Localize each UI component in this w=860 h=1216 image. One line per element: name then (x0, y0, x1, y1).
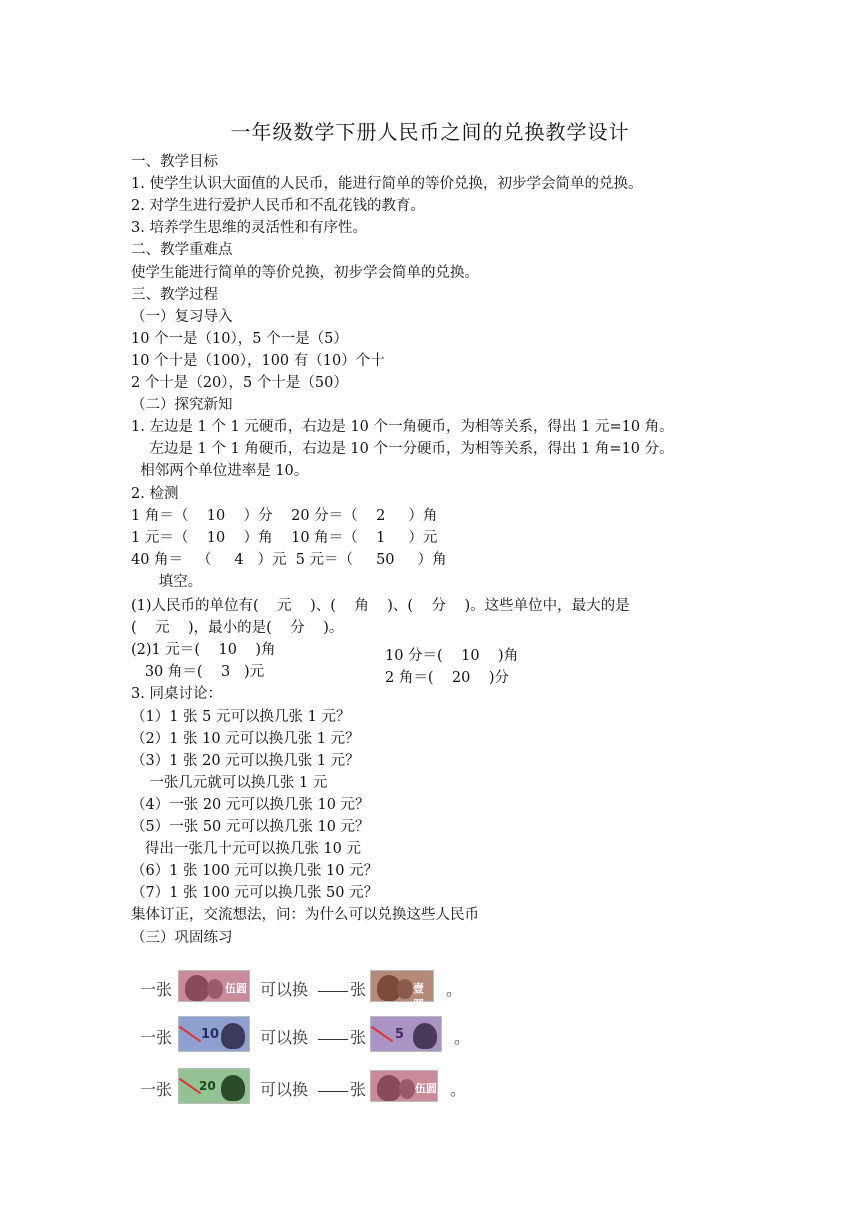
body-line: 30 角＝( 3 )元 (131, 664, 265, 681)
portrait-icon (399, 1079, 415, 1099)
document-title: 一年级数学下册人民币之间的兑换教学设计 (230, 120, 630, 144)
body-line: 2. 检测 (131, 485, 179, 502)
body-line: 得出一张几十元可以换几张 10 元 (131, 841, 361, 858)
body-line: 一张几元就可以换几张 1 元 (131, 774, 328, 791)
portrait-icon (377, 1075, 401, 1101)
body-line: 使学生能进行简单的等价兑换，初步学会简单的兑换。 (131, 264, 479, 281)
body-line: 集体订正，交流想法，问：为什么可以兑换这些人民币 (131, 907, 479, 924)
portrait-icon (207, 979, 223, 999)
exercise-one-label: 一张 (140, 980, 173, 999)
note-10-yuan (178, 1016, 250, 1052)
note-5-yuan (370, 1016, 442, 1052)
body-line: （6）1 张 100 元可以换几张 10 元？ (131, 863, 379, 880)
body-line: 3. 培养学生思维的灵活性和有序性。 (131, 220, 367, 237)
note-denomination: 20 (199, 1079, 216, 1093)
exercise-can-label: 可以换 (260, 1028, 309, 1047)
note-denomination: 5 (395, 1027, 405, 1042)
body-line: 1 元＝（ 10 ）角 10 角＝（ 1 ）元 (131, 529, 438, 546)
exercise-can-label: 可以换 (260, 980, 309, 999)
body-line: 10 个十是（100），100 有（10）个十 (131, 352, 385, 369)
answer-blank[interactable] (318, 1025, 348, 1040)
body-line: （1）1 张 5 元可以换几张 1 元？ (131, 708, 351, 725)
body-line: （5）一张 50 元可以换几张 10 元？ (131, 819, 370, 835)
exercise-one-label: 一张 (140, 1028, 173, 1047)
exercise-one-label: 一张 (140, 1080, 173, 1099)
note-5-yuan (370, 1070, 438, 1102)
answer-blank[interactable] (318, 1077, 348, 1092)
body-line: 1 角＝（ 10 ）分 20 分＝（ 2 ）角 (131, 507, 438, 524)
exercise-end-mark: 。 (446, 980, 463, 999)
note-denomination: 壹圆 (413, 982, 424, 1011)
red-mark-icon (179, 1026, 201, 1043)
exercise-unit-label: 张 (350, 1028, 367, 1047)
body-line: 1. 使学生认识大面值的人民币，能进行简单的等价兑换，初步学会简单的兑换。 (131, 176, 643, 193)
body-line: 左边是 1 个 1 角硬币，右边是 10 个一分硬币，为相等关系，得出 1 角=10 分。 (131, 441, 674, 458)
body-line: 填空。 (131, 573, 203, 590)
body-line: 一、教学目标 (131, 154, 218, 170)
note-1-yuan (370, 970, 434, 1011)
note-denomination: 伍圆 (225, 982, 247, 995)
body-line: 10 个一是（10），5 个一是（5） (131, 330, 348, 347)
body-line: （7）1 张 100 元可以换几张 50 元？ (131, 885, 379, 902)
body-line: 40 角＝ （ 4 ）元 5 元＝（ 50 ）角 (131, 551, 447, 568)
body-line: 3. 同桌讨论： (131, 686, 222, 703)
body-line: (1)人民币的单位有( 元 )、( 角 )、( 分 )。这些单位中，最大的是 (131, 598, 630, 614)
body-line: 三、教学过程 (131, 286, 218, 303)
body-line: （二）探究新知 (131, 397, 233, 414)
exercise-unit-label: 张 (350, 980, 367, 999)
body-line: 2. 对学生进行爱护人民币和不乱花钱的教育。 (131, 198, 425, 215)
exercise-end-mark: 。 (450, 1080, 467, 1099)
portrait-icon (185, 975, 209, 1001)
note-denomination: 伍圆 (415, 1082, 437, 1095)
exercise-end-mark: 。 (454, 1028, 471, 1047)
body-line: （3）1 张 20 元可以换几张 1 元？ (131, 752, 360, 769)
note-denomination: 10 (201, 1027, 220, 1042)
portrait-icon (221, 1075, 245, 1101)
body-line: 二、教学重难点 (131, 242, 233, 259)
portrait-icon (397, 979, 413, 999)
portrait-icon (413, 1023, 437, 1049)
note-20-yuan (178, 1068, 250, 1104)
exercise-can-label: 可以换 (260, 1080, 309, 1099)
answer-blank[interactable] (318, 977, 348, 992)
body-line: ( 元 )，最小的是( 分 )。 (131, 620, 344, 637)
body-line: 相邻两个单位进率是 10。 (131, 463, 309, 480)
red-mark-icon (179, 1078, 201, 1095)
body-line-right-2: 2 角＝( 20 )分 (385, 670, 509, 686)
portrait-icon (221, 1023, 245, 1049)
body-line-right-1: 10 分＝( 10 )角 (385, 648, 519, 664)
body-line: 1. 左边是 1 个 1 元硬币，右边是 10 个一角硬币，为相等关系，得出 1 元=10 角。 (131, 419, 674, 436)
note-5-yuan (178, 970, 250, 1002)
body-line: （4）一张 20 元可以换几张 10 元？ (131, 796, 370, 813)
body-line: （三）巩固练习 (131, 929, 233, 946)
exercise-unit-label: 张 (350, 1080, 367, 1099)
body-line: （一）复习导入 (131, 308, 233, 325)
red-mark-icon (371, 1026, 393, 1043)
body-line: （2）1 张 10 元可以换几张 1 元？ (131, 730, 360, 747)
body-line: (2)1 元＝( 10 )角 (131, 642, 276, 659)
body-line: 2 个十是（20），5 个十是（50） (131, 375, 348, 391)
